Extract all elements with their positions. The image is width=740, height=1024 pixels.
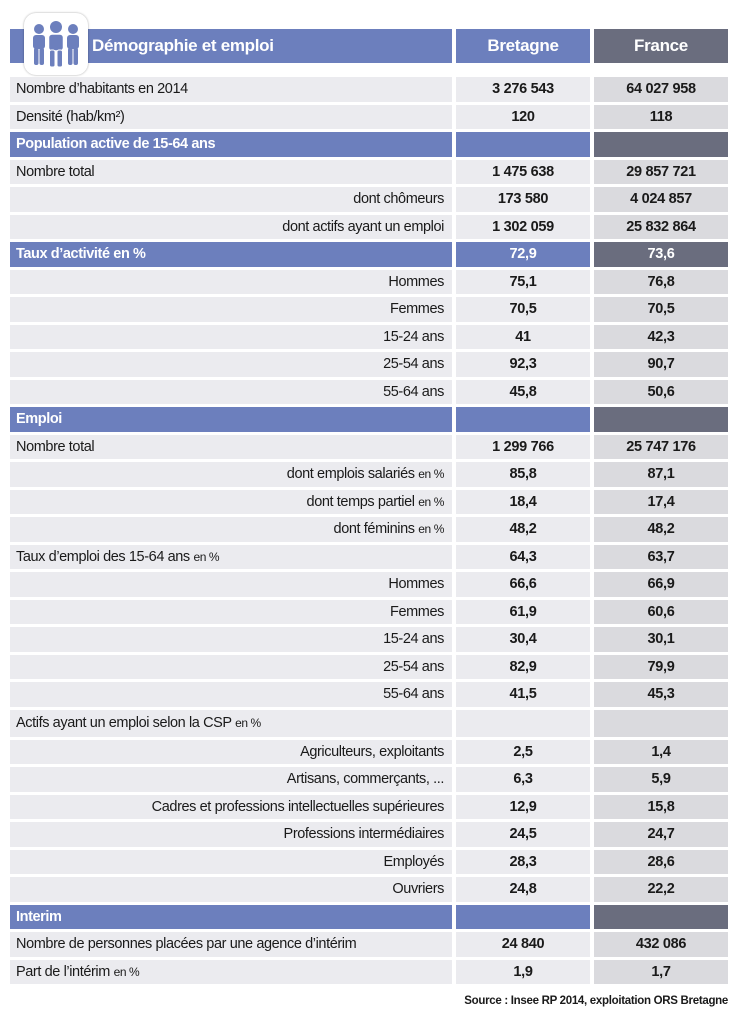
row-label (10, 710, 452, 737)
column-header-bretagne: Bretagne (456, 29, 590, 63)
value-bretagne: 70,5 (456, 297, 590, 322)
row-label-text: Densité (hab/km²) (16, 108, 125, 125)
value-france: 28,6 (594, 850, 728, 875)
row-label (10, 740, 452, 765)
value-bretagne: 72,9 (456, 242, 590, 267)
row-label (10, 435, 452, 460)
table-body (10, 77, 728, 987)
row-label (10, 270, 452, 295)
table-row (10, 160, 728, 185)
row-label-text: dont féminins (333, 521, 415, 537)
table-row (10, 297, 728, 322)
row-label-text: Hommes (388, 576, 444, 592)
value-france: 24,7 (594, 822, 728, 847)
value-bretagne: 28,3 (456, 850, 590, 875)
value-france: 70,5 (594, 297, 728, 322)
row-label-text: Nombre de personnes placées par une agence d’intérim (16, 936, 357, 952)
value-bretagne: 75,1 (456, 270, 590, 295)
row-label-text: 25-54 ans (383, 356, 444, 372)
row-label-text: dont emplois salariés (286, 466, 415, 482)
row-label-text: dont chômeurs (353, 191, 444, 207)
row-label-text: Nombre total (16, 163, 95, 180)
value-france: 25 747 176 (594, 435, 728, 460)
row-unit: en % (418, 467, 444, 481)
row-label (10, 822, 452, 847)
value-bretagne: 1,9 (456, 960, 590, 985)
row-label (10, 767, 452, 792)
table-row (10, 380, 728, 405)
table-row (10, 215, 728, 240)
row-label-text: dont temps partiel (306, 493, 415, 510)
value-bretagne: 41,5 (456, 682, 590, 707)
table-row (10, 77, 728, 102)
table-row (10, 850, 728, 875)
value-bretagne: 30,4 (456, 627, 590, 652)
value-bretagne: 1 302 059 (456, 215, 590, 240)
value-bretagne (456, 905, 590, 930)
table-row (10, 740, 728, 765)
value-france: 25 832 864 (594, 215, 728, 240)
row-label (10, 795, 452, 820)
value-france: 87,1 (594, 462, 728, 487)
table-row (10, 877, 728, 902)
value-bretagne: 41 (456, 325, 590, 350)
row-label-text: Nombre d’habitants en 2014 (16, 81, 188, 97)
row-label (10, 242, 452, 267)
table-row (10, 352, 728, 377)
row-label-text: Nombre total (16, 438, 95, 455)
value-bretagne (456, 132, 590, 157)
table-row (10, 767, 728, 792)
row-label (10, 352, 452, 377)
row-label-text: Cadres et professions intellectuelles supérieures (151, 798, 444, 815)
row-label (10, 187, 452, 212)
value-france (594, 710, 728, 737)
row-label-text: Taux d’activité en % (16, 246, 146, 262)
row-label (10, 600, 452, 625)
value-france: 45,3 (594, 682, 728, 707)
row-label (10, 105, 452, 130)
row-label (10, 215, 452, 240)
row-label-text: 55-64 ans (383, 383, 444, 400)
value-bretagne: 24,5 (456, 822, 590, 847)
row-label-text: Ouvriers (392, 881, 444, 897)
row-label-text: dont actifs ayant un emploi (282, 218, 444, 235)
row-label (10, 682, 452, 707)
table-row (10, 490, 728, 515)
row-label (10, 877, 452, 902)
value-bretagne: 24,8 (456, 877, 590, 902)
source-note: Source : Insee RP 2014, exploitation ORS Bretagne (464, 995, 728, 1007)
table-row (10, 932, 728, 957)
table-row (10, 822, 728, 847)
value-bretagne: 1 299 766 (456, 435, 590, 460)
table-row (10, 270, 728, 295)
value-bretagne: 92,3 (456, 352, 590, 377)
row-label (10, 380, 452, 405)
value-france: 30,1 (594, 627, 728, 652)
value-bretagne: 85,8 (456, 462, 590, 487)
people-group-icon (24, 13, 88, 75)
value-bretagne: 6,3 (456, 767, 590, 792)
row-label (10, 325, 452, 350)
row-label-text: 25-54 ans (383, 658, 444, 675)
value-france: 76,8 (594, 270, 728, 295)
table-row (10, 572, 728, 597)
row-label (10, 850, 452, 875)
value-bretagne: 82,9 (456, 655, 590, 680)
row-label (10, 160, 452, 185)
table-row (10, 325, 728, 350)
row-label-text: Employés (383, 853, 444, 870)
value-bretagne (456, 407, 590, 432)
value-france: 17,4 (594, 490, 728, 515)
row-label-text: 55-64 ans (383, 686, 444, 702)
value-bretagne: 24 840 (456, 932, 590, 957)
value-france: 5,9 (594, 767, 728, 792)
table-row (10, 655, 728, 680)
value-bretagne: 173 580 (456, 187, 590, 212)
table-row (10, 435, 728, 460)
value-france: 432 086 (594, 932, 728, 957)
row-label-text: 15-24 ans (383, 328, 444, 345)
value-france: 1,7 (594, 960, 728, 985)
row-label-text: Interim (16, 908, 62, 925)
value-france: 60,6 (594, 600, 728, 625)
table-row (10, 600, 728, 625)
page-title: Démographie et emploi (92, 36, 274, 55)
value-bretagne: 3 276 543 (456, 77, 590, 102)
value-bretagne: 64,3 (456, 545, 590, 570)
row-label-text: Agriculteurs, exploitants (300, 743, 444, 760)
row-label (10, 655, 452, 680)
row-label-text: Femmes (390, 301, 444, 317)
value-france: 50,6 (594, 380, 728, 405)
row-label (10, 960, 452, 985)
row-label-text: Part de l’intérim (16, 963, 110, 980)
table-row (10, 105, 728, 130)
table-header (10, 0, 728, 75)
row-label-text: Artisans, commerçants, ... (286, 771, 444, 787)
section-row (10, 242, 728, 267)
row-label-text: Population active de 15-64 ans (16, 136, 216, 152)
row-unit: en % (193, 549, 220, 564)
table-row (10, 960, 728, 985)
value-france: 22,2 (594, 877, 728, 902)
table-row (10, 682, 728, 707)
row-label (10, 517, 452, 542)
value-bretagne: 45,8 (456, 380, 590, 405)
value-bretagne: 2,5 (456, 740, 590, 765)
value-france: 1,4 (594, 740, 728, 765)
section-row (10, 905, 728, 930)
value-bretagne: 12,9 (456, 795, 590, 820)
value-bretagne: 18,4 (456, 490, 590, 515)
table-row (10, 517, 728, 542)
row-label (10, 490, 452, 515)
row-label (10, 462, 452, 487)
row-label (10, 132, 452, 157)
column-header-france: France (594, 29, 728, 63)
value-france (594, 407, 728, 432)
value-france: 42,3 (594, 325, 728, 350)
row-label-text: Actifs ayant un emploi selon la CSP (16, 714, 232, 731)
row-label (10, 572, 452, 597)
table-row (10, 462, 728, 487)
row-label-text: Femmes (390, 603, 444, 620)
row-label (10, 297, 452, 322)
row-label-text: Hommes (388, 273, 444, 290)
value-bretagne: 1 475 638 (456, 160, 590, 185)
row-unit: en % (113, 964, 140, 979)
row-label-text: 15-24 ans (383, 631, 444, 647)
row-label-text: Taux d’emploi des 15-64 ans (16, 548, 190, 565)
row-label (10, 545, 452, 570)
table-row (10, 187, 728, 212)
table-row (10, 710, 728, 737)
table-row (10, 627, 728, 652)
row-unit: en % (418, 522, 444, 536)
row-label (10, 932, 452, 957)
value-france: 64 027 958 (594, 77, 728, 102)
value-france: 15,8 (594, 795, 728, 820)
table-row (10, 795, 728, 820)
value-france: 90,7 (594, 352, 728, 377)
row-label-text: Emploi (16, 411, 62, 427)
value-france: 63,7 (594, 545, 728, 570)
value-france: 29 857 721 (594, 160, 728, 185)
row-label (10, 77, 452, 102)
section-row (10, 407, 728, 432)
section-row (10, 132, 728, 157)
value-bretagne (456, 710, 590, 737)
value-france: 118 (594, 105, 728, 130)
value-france (594, 132, 728, 157)
value-bretagne: 48,2 (456, 517, 590, 542)
table-row (10, 545, 728, 570)
row-unit: en % (418, 494, 444, 509)
row-label-text: Professions intermédiaires (283, 826, 444, 842)
row-label (10, 407, 452, 432)
value-bretagne: 61,9 (456, 600, 590, 625)
row-label (10, 905, 452, 930)
value-france: 79,9 (594, 655, 728, 680)
value-france (594, 905, 728, 930)
row-unit: en % (235, 715, 261, 730)
value-bretagne: 66,6 (456, 572, 590, 597)
demographics-table (10, 0, 728, 980)
value-france: 73,6 (594, 242, 728, 267)
value-france: 4 024 857 (594, 187, 728, 212)
value-bretagne: 120 (456, 105, 590, 130)
row-label (10, 627, 452, 652)
value-france: 66,9 (594, 572, 728, 597)
value-france: 48,2 (594, 517, 728, 542)
